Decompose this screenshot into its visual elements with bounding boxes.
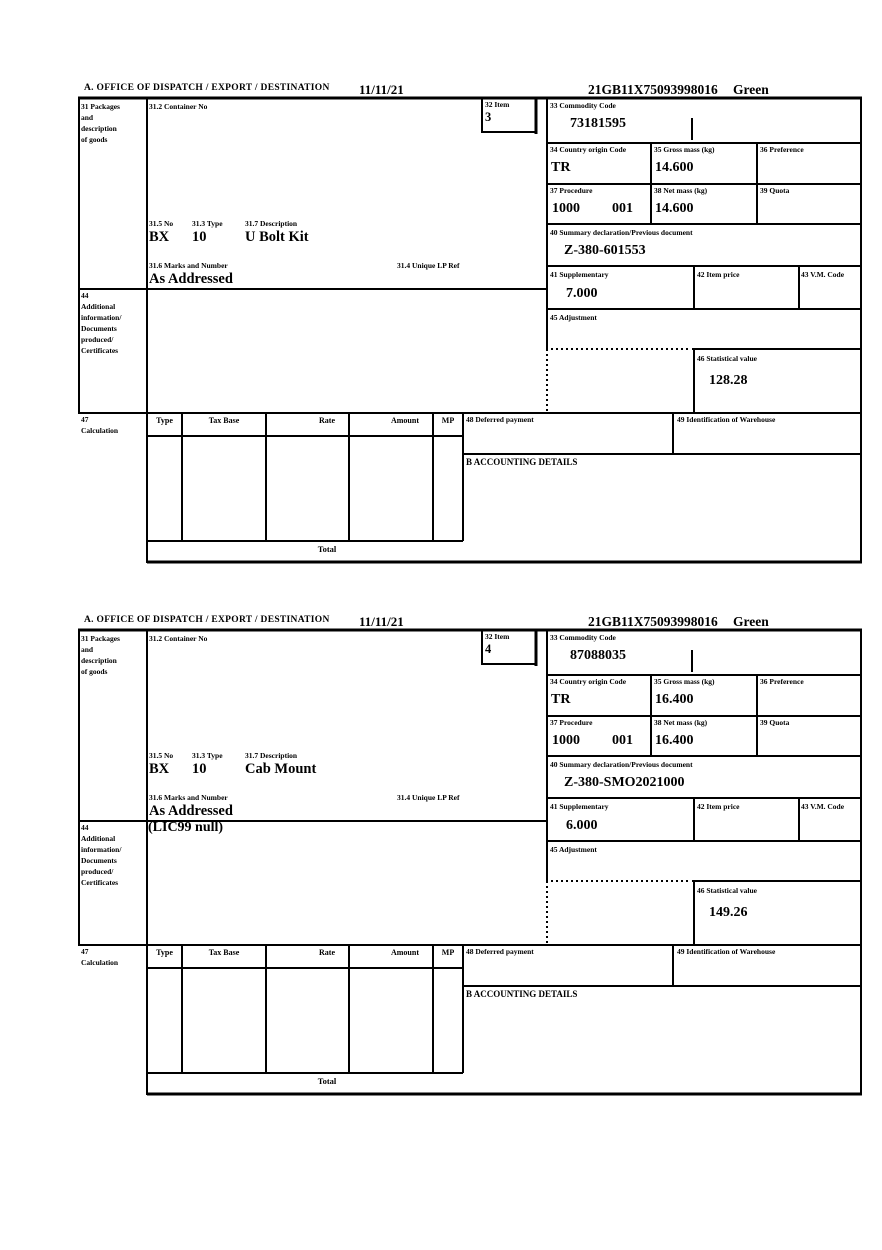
package-type-value: 10: [192, 229, 207, 245]
box44-additional-info-label: information/: [81, 313, 122, 322]
commodity-code-value: 73181595: [570, 116, 626, 131]
container-no-label: 31.2 Container No: [149, 102, 208, 111]
package-type-label: 31.3 Type: [192, 219, 223, 228]
box44-additional-info-label: information/: [81, 845, 122, 854]
box44-additional-info-label: 44: [81, 823, 89, 832]
procedure-value-extra: 001: [612, 201, 633, 216]
accounting-details-label: B ACCOUNTING DETAILS: [466, 989, 578, 999]
customs-declaration-item-form: [78, 614, 862, 1096]
summary-declaration-value: Z-380-601553: [564, 243, 646, 258]
preference-label: 36 Preference: [760, 677, 804, 686]
unique-lp-ref-label: 31.4 Unique LP Ref: [397, 793, 460, 802]
gross-mass-value: 16.400: [655, 692, 694, 707]
declaration-date: 11/11/21: [359, 82, 404, 97]
preference-label: 36 Preference: [760, 145, 804, 154]
calc-col-type-header: Type: [156, 948, 173, 957]
calc-col-type-header: Type: [156, 416, 173, 425]
item-number-value: 4: [485, 642, 492, 656]
net-mass-value: 14.600: [655, 201, 694, 216]
package-no-label: 31.5 No: [149, 219, 174, 228]
box44-additional-info-label: produced/: [81, 867, 114, 876]
deferred-payment-label: 48 Deferred payment: [466, 415, 534, 424]
vm-code-label: 43 V.M. Code: [801, 802, 845, 811]
routing-status-badge: Green: [733, 614, 769, 629]
warehouse-id-label: 49 Identification of Warehouse: [677, 415, 776, 424]
box44-additional-info-label: Additional: [81, 834, 116, 843]
commodity-code-label: 33 Commodity Code: [550, 101, 616, 110]
adjustment-label: 45 Adjustment: [550, 845, 597, 854]
marks-number-label: 31.6 Marks and Number: [149, 793, 228, 802]
procedure-label: 37 Procedure: [550, 186, 593, 195]
box47-calculation-label: Calculation: [81, 958, 119, 967]
declaration-item-4-section: [78, 614, 862, 1096]
office-of-dispatch-label: A. OFFICE OF DISPATCH / EXPORT / DESTINATION: [84, 83, 330, 93]
marks-number-value: As Addressed: [149, 271, 233, 287]
package-type-label: 31.3 Type: [192, 751, 223, 760]
calc-col-taxbase-header: Tax Base: [208, 948, 240, 957]
box44-additional-info-label: 44: [81, 291, 89, 300]
gross-mass-value: 14.600: [655, 160, 694, 175]
item-price-label: 42 Item price: [697, 270, 740, 279]
supplementary-label: 41 Supplementary: [550, 802, 609, 811]
warehouse-id-label: 49 Identification of Warehouse: [677, 947, 776, 956]
procedure-value-main: 1000: [552, 733, 580, 748]
package-no-value: BX: [149, 229, 170, 245]
box31-packages-label: and: [81, 113, 94, 122]
adjustment-label: 45 Adjustment: [550, 313, 597, 322]
declaration-reference: 21GB11X75093998016: [588, 82, 718, 97]
deferred-payment-label: 48 Deferred payment: [466, 947, 534, 956]
calc-col-mp-header: MP: [441, 416, 455, 425]
calc-col-amount-header: Amount: [390, 948, 419, 957]
declaration-item-3-section: [78, 82, 862, 564]
procedure-value-extra: 001: [612, 733, 633, 748]
gross-mass-label: 35 Gross mass (kg): [654, 145, 715, 154]
box31-packages-label: 31 Packages: [81, 102, 120, 111]
box47-calculation-label: 47: [81, 947, 89, 956]
box31-packages-label: of goods: [81, 667, 108, 676]
summary-declaration-label: 40 Summary declaration/Previous document: [550, 228, 693, 237]
declaration-reference: 21GB11X75093998016: [588, 614, 718, 629]
gross-mass-label: 35 Gross mass (kg): [654, 677, 715, 686]
summary-declaration-value: Z-380-SMO2021000: [564, 775, 685, 790]
package-type-value: 10: [192, 761, 207, 777]
statistical-value: 128.28: [709, 373, 748, 388]
box47-calculation-label: Calculation: [81, 426, 119, 435]
item-price-label: 42 Item price: [697, 802, 740, 811]
net-mass-value: 16.400: [655, 733, 694, 748]
box44-additional-info-label: Documents: [81, 324, 117, 333]
customs-declaration-item-form: [78, 82, 862, 564]
supplementary-label: 41 Supplementary: [550, 270, 609, 279]
statistical-value: 149.26: [709, 905, 748, 920]
marks-number-label: 31.6 Marks and Number: [149, 261, 228, 270]
country-origin-label: 34 Country origin Code: [550, 145, 627, 154]
box47-calculation-label: 47: [81, 415, 89, 424]
marks-number-value: As Addressed: [149, 803, 233, 819]
unique-lp-ref-label: 31.4 Unique LP Ref: [397, 261, 460, 270]
calc-total-label: Total: [317, 1076, 337, 1086]
form-grid-lines: [78, 614, 862, 1096]
country-origin-value: TR: [551, 692, 571, 707]
declaration-date: 11/11/21: [359, 614, 404, 629]
item-number-label: 32 Item: [485, 100, 510, 109]
routing-status-badge: Green: [733, 82, 769, 97]
container-no-label: 31.2 Container No: [149, 634, 208, 643]
package-no-label: 31.5 No: [149, 751, 174, 760]
procedure-value-main: 1000: [552, 201, 580, 216]
box31-packages-label: of goods: [81, 135, 108, 144]
vm-code-label: 43 V.M. Code: [801, 270, 845, 279]
calc-total-label: Total: [317, 544, 337, 554]
box31-packages-label: description: [81, 656, 117, 665]
description-value: U Bolt Kit: [245, 229, 309, 245]
accounting-details-label: B ACCOUNTING DETAILS: [466, 457, 578, 467]
description-label: 31.7 Description: [245, 751, 298, 760]
package-no-value: BX: [149, 761, 170, 777]
box31-packages-label: 31 Packages: [81, 634, 120, 643]
net-mass-label: 38 Net mass (kg): [654, 186, 708, 195]
net-mass-label: 38 Net mass (kg): [654, 718, 708, 727]
box31-packages-label: description: [81, 124, 117, 133]
country-origin-value: TR: [551, 160, 571, 175]
box44-additional-info-label: produced/: [81, 335, 114, 344]
commodity-code-value: 87088035: [570, 648, 626, 663]
quota-label: 39 Quota: [760, 186, 790, 195]
statistical-value-label: 46 Statistical value: [697, 354, 757, 363]
description-value: Cab Mount: [245, 761, 317, 777]
box44-additional-info-label: Documents: [81, 856, 117, 865]
calc-col-taxbase-header: Tax Base: [208, 416, 240, 425]
item-number-value: 3: [485, 110, 492, 124]
statistical-value-label: 46 Statistical value: [697, 886, 757, 895]
summary-declaration-label: 40 Summary declaration/Previous document: [550, 760, 693, 769]
box44-additional-info-label: Certificates: [81, 878, 119, 887]
description-label: 31.7 Description: [245, 219, 298, 228]
additional-info-value: (LIC99 null): [148, 820, 224, 835]
calc-col-rate-header: Rate: [319, 948, 335, 957]
calc-col-amount-header: Amount: [390, 416, 419, 425]
quota-label: 39 Quota: [760, 718, 790, 727]
calc-col-mp-header: MP: [441, 948, 455, 957]
supplementary-value: 6.000: [566, 818, 598, 833]
box44-additional-info-label: Certificates: [81, 346, 119, 355]
commodity-code-label: 33 Commodity Code: [550, 633, 616, 642]
calc-col-rate-header: Rate: [319, 416, 335, 425]
country-origin-label: 34 Country origin Code: [550, 677, 627, 686]
supplementary-value: 7.000: [566, 286, 598, 301]
office-of-dispatch-label: A. OFFICE OF DISPATCH / EXPORT / DESTINATION: [84, 615, 330, 625]
item-number-label: 32 Item: [485, 632, 510, 641]
box31-packages-label: and: [81, 645, 94, 654]
box44-additional-info-label: Additional: [81, 302, 116, 311]
form-grid-lines: [78, 82, 862, 564]
procedure-label: 37 Procedure: [550, 718, 593, 727]
